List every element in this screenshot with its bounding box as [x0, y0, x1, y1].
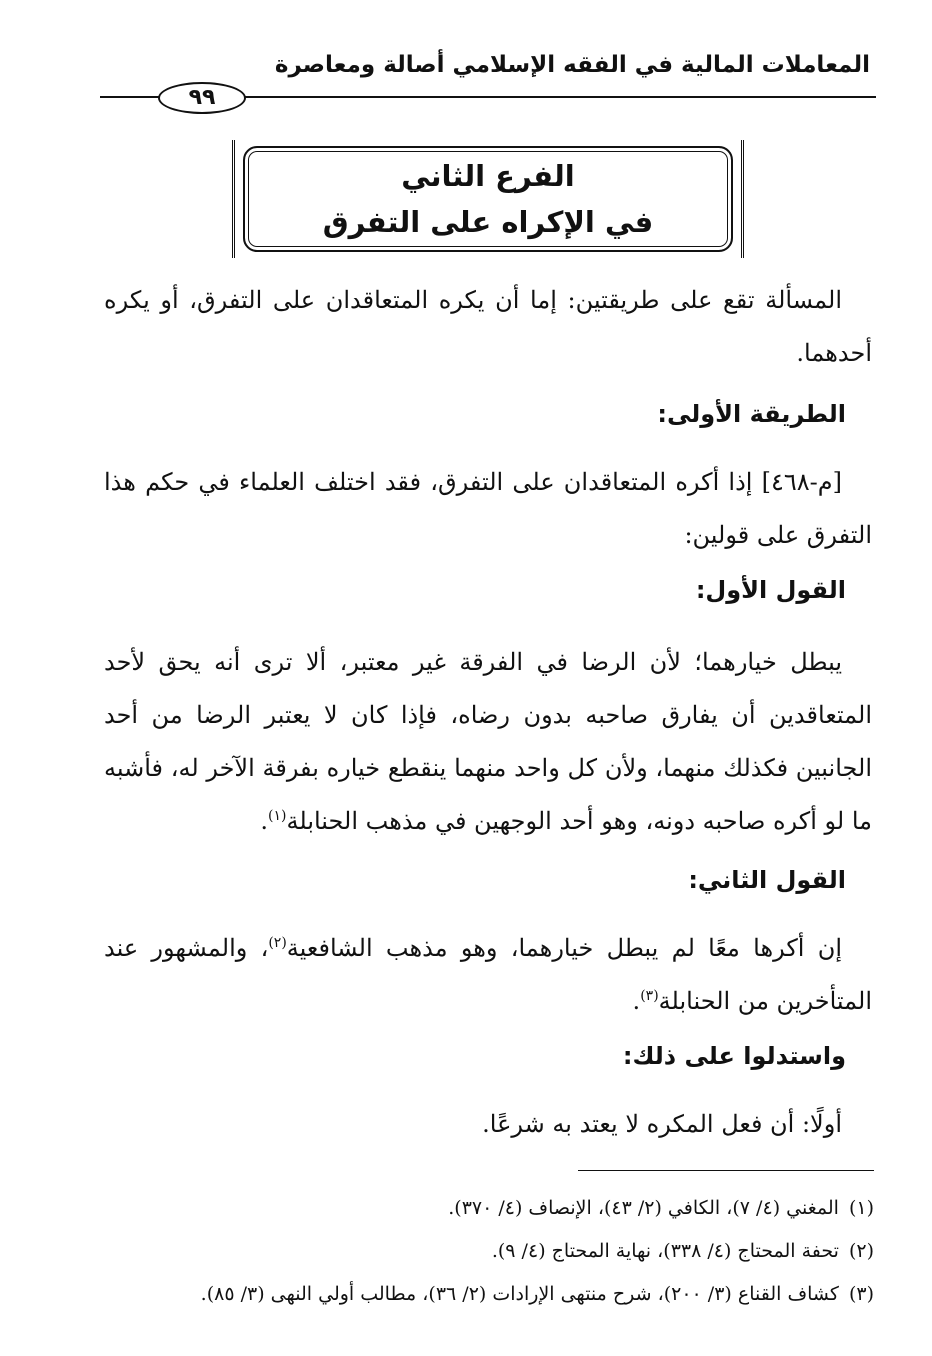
- footnote-1-number: (١): [848, 1197, 874, 1219]
- footnote-ref-2: (٢): [268, 935, 287, 951]
- footnote-separator: [578, 1170, 874, 1171]
- footnote-2-number: (٢): [848, 1240, 874, 1262]
- footnote-2: [94, 1230, 874, 1273]
- footnotes: [94, 1187, 874, 1316]
- running-header-title: المعاملات المالية في الفقه الإسلامي أصالة ومعاصرة: [274, 52, 870, 78]
- footnote-3: [94, 1273, 874, 1316]
- footnote-3-text: كشاف القناع (٣/ ٢٠٠)، شرح منتهى الإرادات (٢/ ٣٦)، مطالب أولي النهى (٣/ ٨٥).: [200, 1283, 839, 1305]
- heading-second-opinion: القول الثاني:: [688, 866, 846, 894]
- first-opinion-text: يبطل خيارهما؛ لأن الرضا في الفرقة غير معتبر، ألا ترى أنه يحق لأحد المتعاقدين أن يفارق صاحبه بدون رضاه، فإذا كان لا يعتبر الرضا من أحد الجانبين فكذلك منهما، ولأن كل واحد منهما ينقطع خياره بفرقة الآخر له، فأشبه ما لو أكره صاحبه دونه، وهو أحد الوجهين في مذهب الحنابلة: [104, 648, 872, 835]
- section-title-line-2: في الإكراه على التفرق: [322, 205, 654, 239]
- first-way-text: [م-٤٦٨] إذا أكره المتعاقدان على التفرق، فقد اختلف العلماء في حكم هذا التفرق على قولين:: [104, 468, 872, 549]
- evidence-paragraph: [104, 1098, 872, 1151]
- second-opinion-end: .: [632, 987, 641, 1015]
- footnote-1: [94, 1187, 874, 1230]
- intro-paragraph: [104, 274, 872, 380]
- heading-evidence: واستدلوا على ذلك:: [622, 1042, 846, 1070]
- footnote-2-text: تحفة المحتاج (٤/ ٣٣٨)، نهاية المحتاج (٤/ ٩).: [491, 1240, 839, 1262]
- heading-first-opinion: القول الأول:: [695, 576, 846, 604]
- first-opinion-text-wrap: [104, 636, 872, 848]
- section-title-box: [243, 146, 733, 252]
- first-way-paragraph: [104, 456, 872, 562]
- heading-first-way: الطريقة الأولى:: [657, 400, 846, 428]
- footnote-3-number: (٣): [848, 1283, 874, 1305]
- intro-text: المسألة تقع على طريقتين: إما أن يكره المتعاقدان على التفرق، أو يكره أحدهما.: [104, 286, 872, 367]
- section-title-line-1: الفرع الثاني: [401, 159, 575, 193]
- second-opinion-text-a: إن أكرها معًا لم يبطل خيارهما، وهو مذهب الشافعية: [286, 934, 842, 962]
- page-number: ٩٩: [158, 82, 246, 114]
- second-opinion-text-b: ، والمشهور عند المتأخرين من الحنابلة: [104, 934, 872, 1015]
- footnote-1-text: المغني (٤/ ٧)، الكافي (٢/ ٤٣)، الإنصاف (٤/ ٣٧٠).: [448, 1197, 839, 1219]
- footnote-ref-1: (١): [268, 808, 287, 824]
- first-opinion-end: .: [260, 807, 269, 835]
- second-opinion-text-wrap: [104, 922, 872, 1028]
- evidence-first-text: أولًا: أن فعل المكره لا يعتد به شرعًا.: [482, 1110, 842, 1138]
- second-opinion-paragraph: [104, 922, 872, 1028]
- section-title-frame: [232, 140, 744, 258]
- first-opinion-paragraph: [104, 636, 872, 848]
- footnote-ref-3: (٣): [640, 988, 659, 1004]
